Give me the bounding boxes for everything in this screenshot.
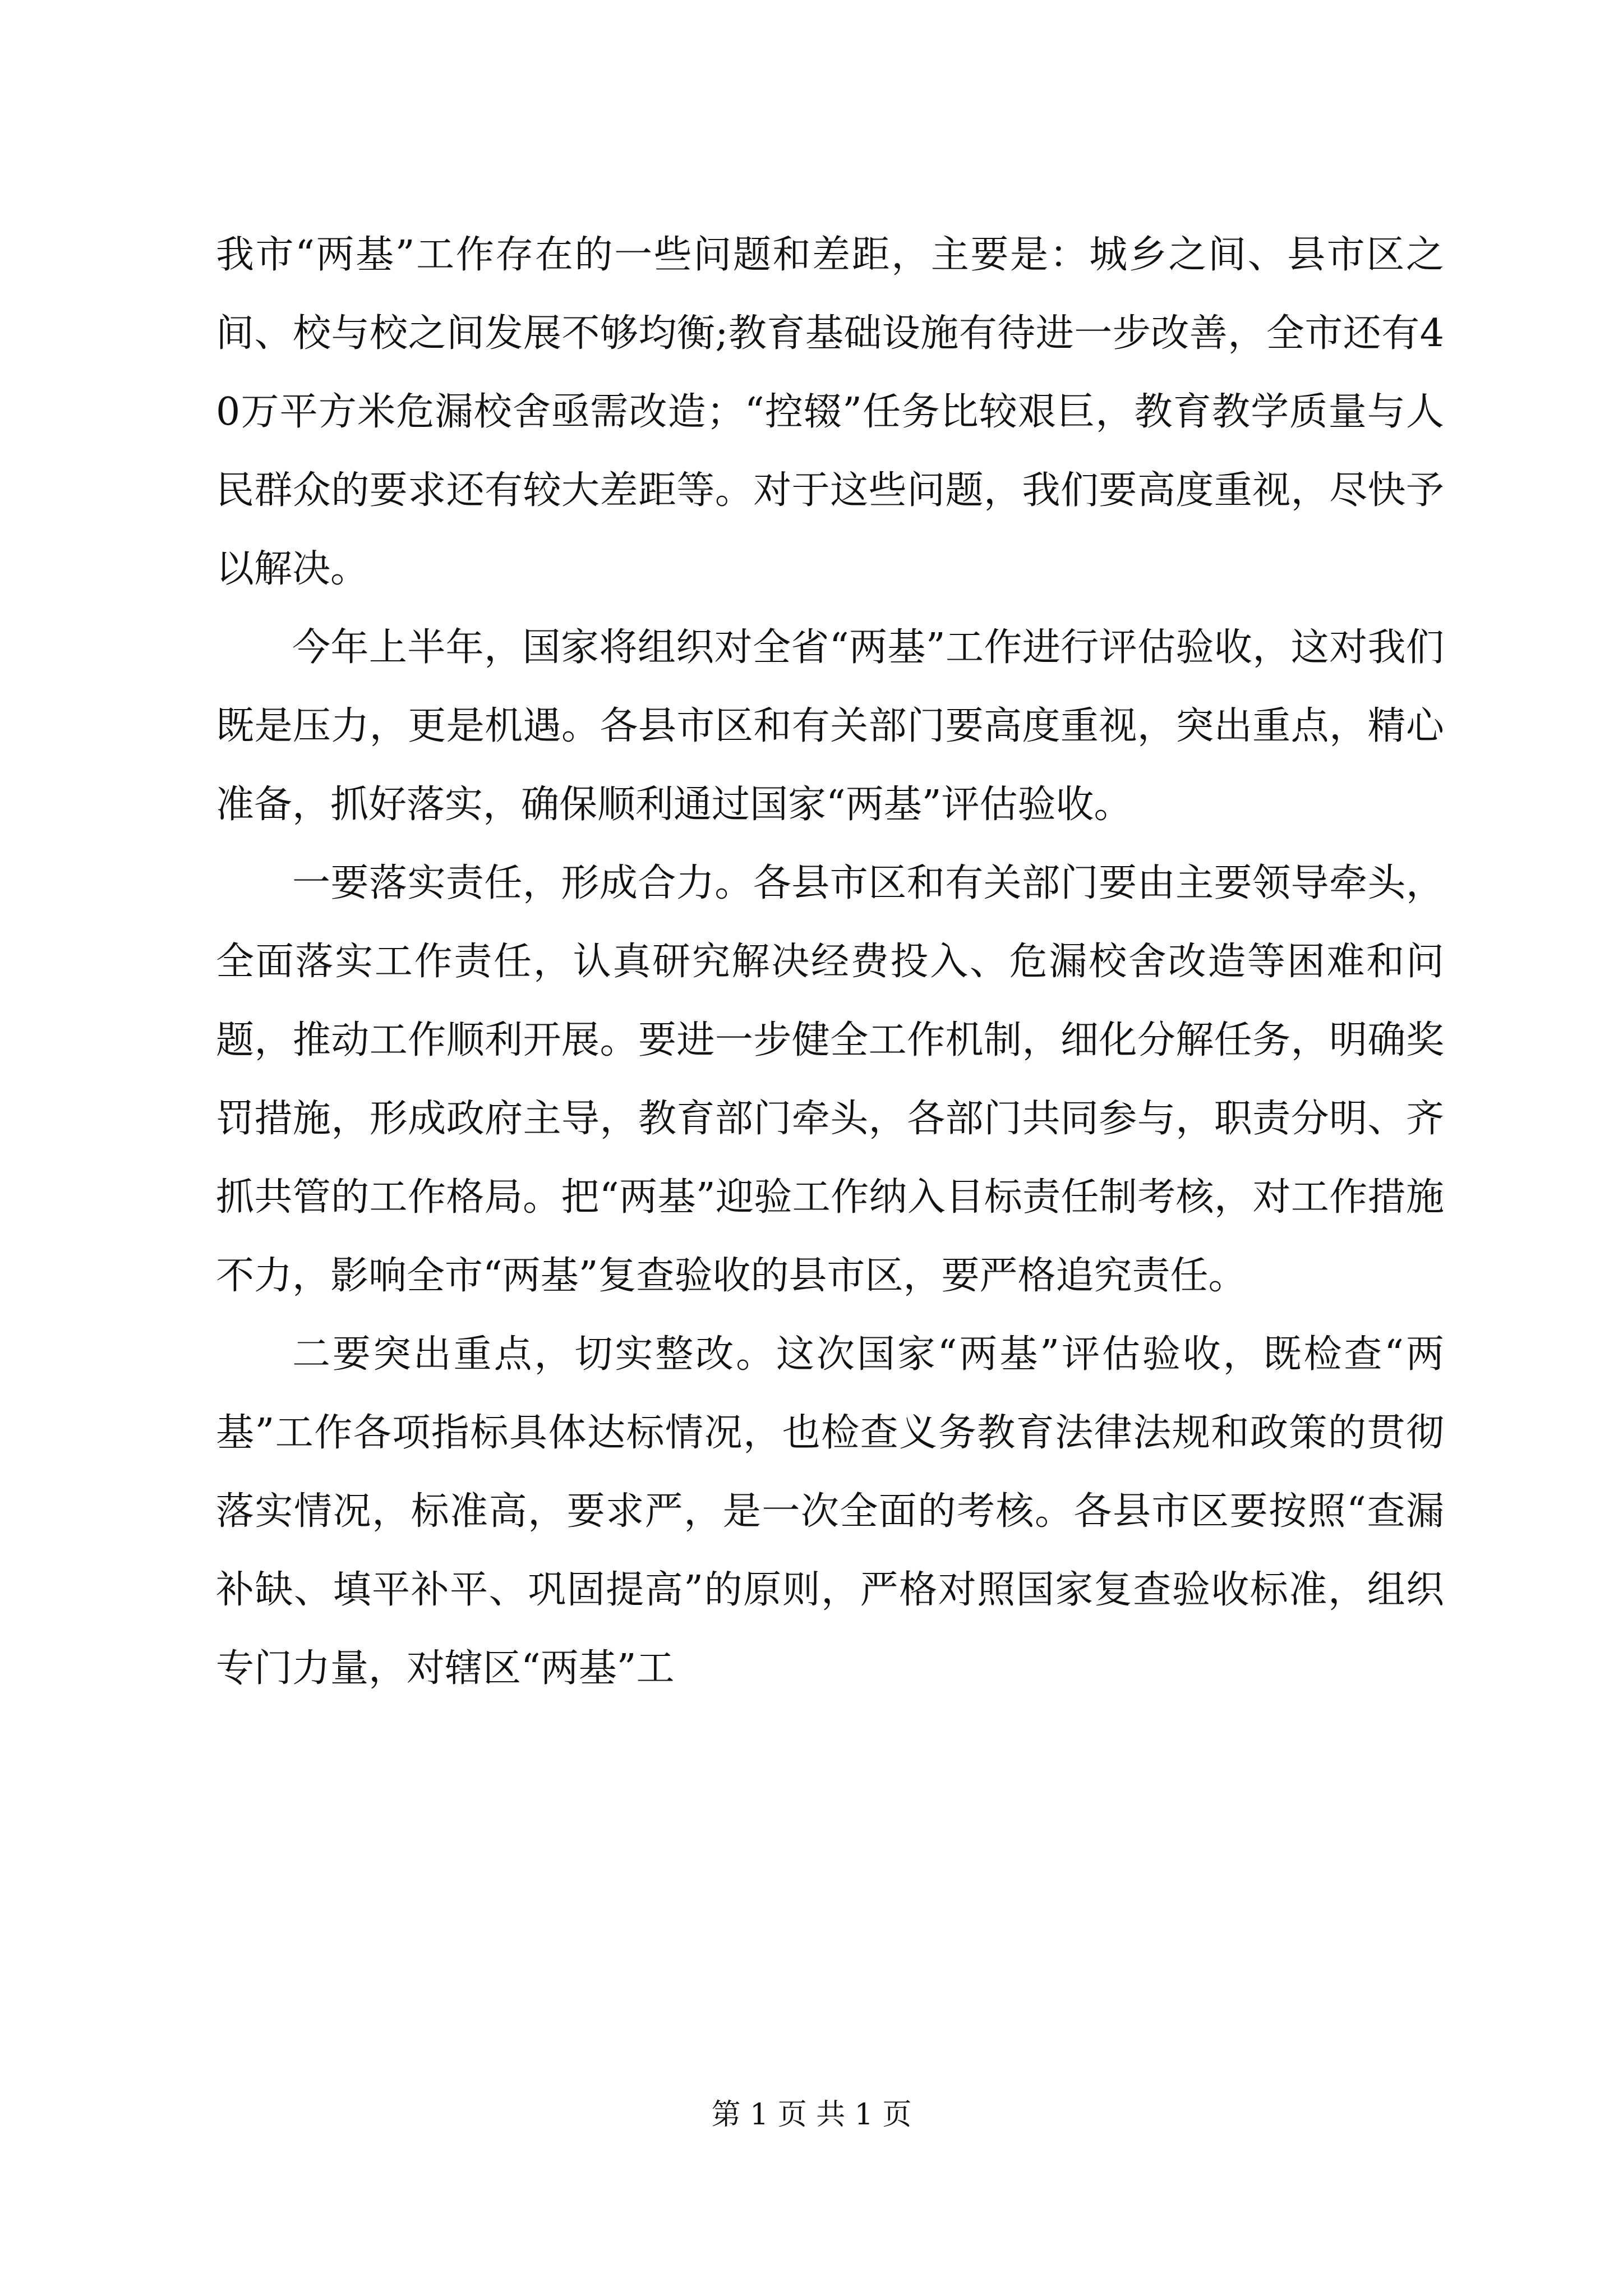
paragraph-2: 今年上半年，国家将组织对全省“两基”工作进行评估验收，这对我们既是压力，更是机遇。各县市区和有关部门要高度重视，突出重点，精心准备，抓好落实，确保顺利通过国家“两基”评估验收。 [216,625,1444,827]
paragraph-1: 我市“两基”工作存在的一些问题和差距，主要是：城乡之间、县市区之间、校与校之间发展不够均衡;教育基础设施有待进一步改善，全市还有40万平方米危漏校舍亟需改造；“控辍”任务比较艰巨，教育教学质量与人民群众的要求还有较大差距等。对于这些问题，我们要高度重视，尽快予以解决。 [216,233,1444,591]
document-body [216,216,1444,1708]
page-footer: 第 1 页 共 1 页 [711,2098,912,2132]
paragraph-3: 一要落实责任，形成合力。各县市区和有关部门要由主要领导牵头，全面落实工作责任，认真研究解决经费投入、危漏校舍改造等困难和问题，推动工作顺利开展。要进一步健全工作机制，细化分解任务，明确奖罚措施，形成政府主导，教育部门牵头，各部门共同参与，职责分明、齐抓共管的工作格局。把“两基”迎验工作纳入目标责任制考核，对工作措施不力，影响全市“两基”复查验收的县市区，要严格追究责任。 [216,861,1444,1298]
paragraph-4: 二要突出重点，切实整改。这次国家“两基”评估验收，既检查“两基”工作各项指标具体达标情况，也检查义务教育法律法规和政策的贯彻落实情况，标准高，要求严，是一次全面的考核。各县市区要按照“查漏补缺、填平补平、巩固提高”的原则，严格对照国家复查验收标准，组织专门力量，对辖区“两基”工 [216,1332,1444,1691]
